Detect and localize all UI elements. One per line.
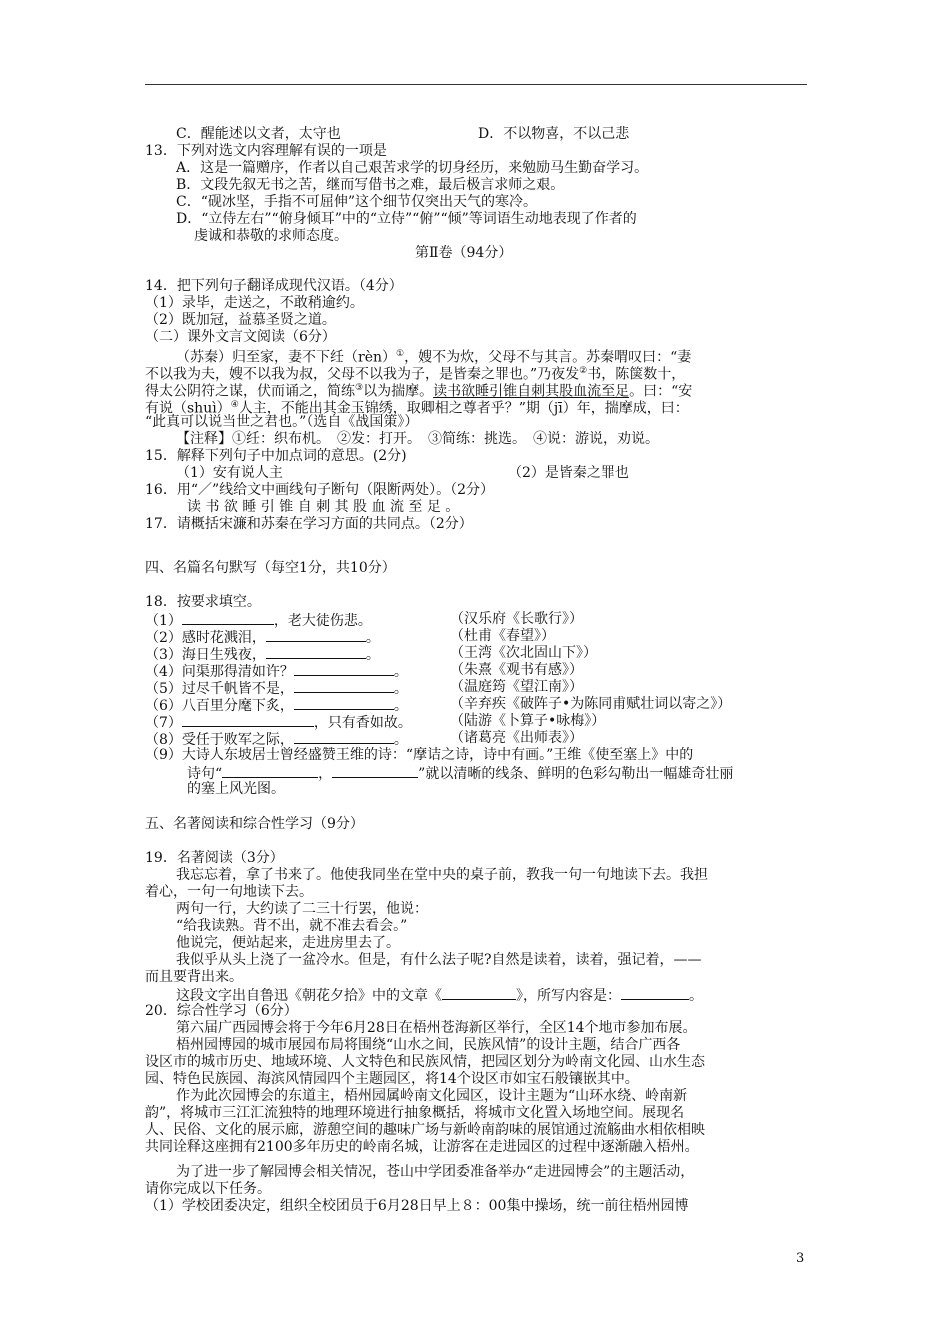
passage-line-3: 得太公阴符之谋，伏而诵之，简练③以为揣摩。读书欲睡引锥自刺其股血流至足。曰：“安 bbox=[145, 383, 693, 400]
q14-sentence-2: （2）既加冠，益慕圣贤之道。 bbox=[145, 312, 336, 328]
q19-question: 这段文字出自鲁迅《朝花夕拾》中的文章《 》，所写内容是： 。 bbox=[176, 988, 703, 1004]
q19-para-1-cont: 着心，一句一句地读下去。 bbox=[145, 884, 313, 900]
q19-stem: 19．名著阅读（3分） bbox=[145, 850, 284, 866]
q20-para-2-line-3: 园、特色民族园、海滨风情园四个主题园区，将14个设区市如宝石般镶嵌其中。 bbox=[145, 1071, 639, 1087]
q17-stem: 17．请概括宋濂和苏秦在学习方面的共同点。（2分） bbox=[145, 516, 473, 532]
q19-para-4: 他说完，便站起来，走进房里去了。 bbox=[176, 935, 400, 951]
q13-option-b: B．文段先叙无书之苦，继而写借书之难，最后极言求师之艰。 bbox=[176, 177, 565, 193]
q18-item-2: （2）感时花溅泪， 。 bbox=[145, 630, 380, 646]
q19-para-5-cont: 而且要背出来。 bbox=[145, 969, 243, 985]
q18-item-9: （9）大诗人东坡居士曾经盛赞王维的诗：“摩诘之诗，诗中有画。”王维《使至塞上》中的 bbox=[145, 747, 694, 763]
q13-option-a: A．这是一篇赠序，作者以自己艰苦求学的切身经历，来勉励马生勤奋学习。 bbox=[176, 160, 649, 176]
q18-source-4: （朱熹《观书有感》） bbox=[450, 662, 583, 678]
fill-blank[interactable] bbox=[294, 662, 394, 676]
q13-option-c: C．“砚冰坚，手指不可屈伸”这个细节仅突出天气的寒冷。 bbox=[176, 194, 538, 210]
underlined-sentence: 读书欲睡引锥自刺其股血流至足 bbox=[433, 383, 630, 400]
q20-para-2-line-2: 设区市的城市历史、地域环境、人文特色和民族风情，把园区划分为岭南文化园、山水生态 bbox=[145, 1054, 705, 1070]
q20-task-1: （1）学校团委决定，组织全校团员于6月28日早上８：00集中操场，统一前往梧州园博 bbox=[145, 1198, 689, 1214]
part2-title: 第Ⅱ卷（94分） bbox=[415, 245, 513, 261]
q14-sentence-1: （1）录毕，走送之，不敢稍逾约。 bbox=[145, 295, 364, 311]
q18-item-9-end: 的塞上风光图。 bbox=[187, 781, 285, 797]
q13-option-d-cont: 虔诚和恭敬的求师态度。 bbox=[194, 228, 348, 244]
fill-blank[interactable] bbox=[621, 986, 689, 1000]
q18-item-4: （4）问渠那得清如许？ 。 bbox=[145, 664, 408, 680]
fill-blank[interactable] bbox=[332, 764, 418, 778]
q15-item-2: （2）是皆秦之罪也 bbox=[508, 465, 629, 481]
q19-para-1: 我忘忘着，拿了书来了。他使我同坐在堂中央的桌子前，教我一句一句地读下去。我担 bbox=[176, 867, 708, 883]
q20-para-2: 梧州园博园的城市展园布局将围绕“山水之间，民族风情”的设计主题，结合广西各 bbox=[176, 1037, 681, 1053]
q16-stem: 16．用“／”线给文中画线句子断句（限断两处）。（2分） bbox=[145, 482, 495, 498]
q18-source-7: （陆游《卜算子•咏梅》） bbox=[450, 713, 606, 729]
fill-blank[interactable] bbox=[294, 730, 394, 744]
q18-stem: 18．按要求填空。 bbox=[145, 594, 261, 610]
passage-notes: 【注释】①纴：织布机。 ②发：打开。 ③简练：挑选。 ④说：游说，劝说。 bbox=[176, 431, 659, 447]
footnote-1: ① bbox=[396, 349, 405, 359]
fill-blank[interactable] bbox=[222, 764, 318, 778]
footnote-4: ④ bbox=[230, 400, 239, 410]
q20-para-3-line-2: 韵”，将城市三江汇流独特的地理环境进行抽象概括，将城市文化置入场地空间。展现名 bbox=[145, 1105, 685, 1121]
footnote-2: ② bbox=[579, 366, 588, 376]
fill-blank[interactable] bbox=[294, 679, 394, 693]
q18-item-1: （1） ，老大徒伤悲。 bbox=[145, 613, 372, 629]
q20-stem: 20．综合性学习（6分） bbox=[145, 1003, 298, 1019]
q19-para-3: “给我读熟。背不出，就不准去看会。” bbox=[176, 918, 408, 934]
fill-blank[interactable] bbox=[294, 696, 394, 710]
q19-para-2: 两句一行，大约读了二三十行罢，他说： bbox=[176, 901, 428, 917]
q18-item-6: （6）八百里分麾下炙， 。 bbox=[145, 698, 408, 714]
q18-item-7: （7） ，只有香如故。 bbox=[145, 715, 412, 731]
q14-stem: 14．把下列句子翻译成现代汉语。（4分） bbox=[145, 278, 403, 294]
fill-blank[interactable] bbox=[442, 986, 516, 1000]
q18-item-5: （5）过尽千帆皆不是， 。 bbox=[145, 681, 408, 697]
section-4-title: 四、名篇名句默写（每空1分，共10分） bbox=[145, 560, 396, 576]
section-extra-reading: （二）课外文言文阅读（6分） bbox=[145, 329, 336, 345]
q18-item-9-blanks: 诗句“ ， ”就以清晰的线条、鲜明的色彩勾勒出一幅雄奇壮丽 bbox=[187, 766, 734, 782]
q18-source-2: （杜甫《春望》） bbox=[450, 628, 555, 644]
q13-option-d: D．“立侍左右”“俯身倾耳”中的“立侍”“俯”“倾”等词语生动地表现了作者的 bbox=[176, 211, 637, 227]
passage-line-2: 不以我为夫，嫂不以我为叔，父母不以我为子，是皆秦之罪也。”乃夜发②书，陈箧数十， bbox=[145, 366, 686, 383]
q20-para-3-line-3: 人、民俗、文化的展示廊，游憩空间的趣味广场与新岭南韵味的展馆通过流觞曲水相依相映 bbox=[145, 1122, 705, 1138]
q18-source-6: （辛弃疾《破阵子•为陈同甫赋壮词以寄之》） bbox=[450, 696, 732, 712]
q18-source-5: （温庭筠《望江南》） bbox=[450, 679, 583, 695]
section-5-title: 五、名著阅读和综合性学习（9分） bbox=[145, 816, 364, 832]
q18-source-1: （汉乐府《长歌行》） bbox=[450, 611, 583, 627]
passage-line-4: 有说（shuì）④人主，不能出其金玉锦绣，取卿相之尊者乎？”期（jī）年，揣摩成，曰： bbox=[145, 400, 689, 417]
q19-para-5: 我似乎从头上浇了一盆冷水。但是，有什么法子呢?自然是读着，读着，强记着，—— bbox=[176, 952, 702, 968]
q20-para-4: 为了进一步了解园博会相关情况，苍山中学团委准备举办“走进园博会”的主题活动， bbox=[176, 1164, 695, 1180]
q15-item-1: （1）安有说人主 bbox=[176, 465, 283, 481]
passage-line-1: （苏秦）归至家，妻不下纴（rèn）①，嫂不为炊，父母不与其言。苏秦喟叹曰：“妻 bbox=[176, 349, 692, 366]
q18-item-8: （8）受任于败军之际， 。 bbox=[145, 732, 408, 748]
fill-blank[interactable] bbox=[182, 611, 274, 625]
q20-para-1: 第六届广西园博会将于今年6月28日在梧州苍海新区举行，全区14个地市参加布展。 bbox=[176, 1020, 697, 1036]
fill-blank[interactable] bbox=[266, 645, 366, 659]
q15-stem: 15．解释下列句子中加点词的意思。(2分) bbox=[145, 448, 407, 464]
q20-para-3: 作为此次园博会的东道主，梧州园属岭南文化园区，设计主题为“山环水绕、岭南新 bbox=[176, 1088, 688, 1104]
q13-stem: 13．下列对选文内容理解有误的一项是 bbox=[145, 143, 387, 159]
q20-para-4-cont: 请你完成以下任务。 bbox=[145, 1181, 271, 1197]
q18-source-8: （诸葛亮《出师表》） bbox=[450, 730, 583, 746]
q16-sentence: 读 书 欲 睡 引 锥 自 刺 其 股 血 流 至 足 。 bbox=[187, 499, 460, 515]
fill-blank[interactable] bbox=[266, 628, 366, 642]
q18-item-3: （3）海日生残夜， 。 bbox=[145, 647, 380, 663]
q12-option-d: D．不以物喜，不以己悲 bbox=[478, 126, 630, 142]
q12-option-c: C．醒能述以文者，太守也 bbox=[176, 126, 341, 142]
page-number: 3 bbox=[796, 1251, 805, 1266]
footnote-3: ③ bbox=[355, 383, 364, 393]
fill-blank[interactable] bbox=[182, 713, 314, 727]
header-rule bbox=[145, 84, 807, 85]
passage-line-5: “此真可以说当世之君也。”（选自《战国策》） bbox=[145, 414, 419, 430]
q20-para-3-line-4: 共同诠释这座拥有2100多年历史的岭南名城，让游客在走进园区的过程中逐渐融入梧州。 bbox=[145, 1139, 699, 1155]
q18-source-3: （王湾《次北固山下》） bbox=[450, 645, 597, 661]
